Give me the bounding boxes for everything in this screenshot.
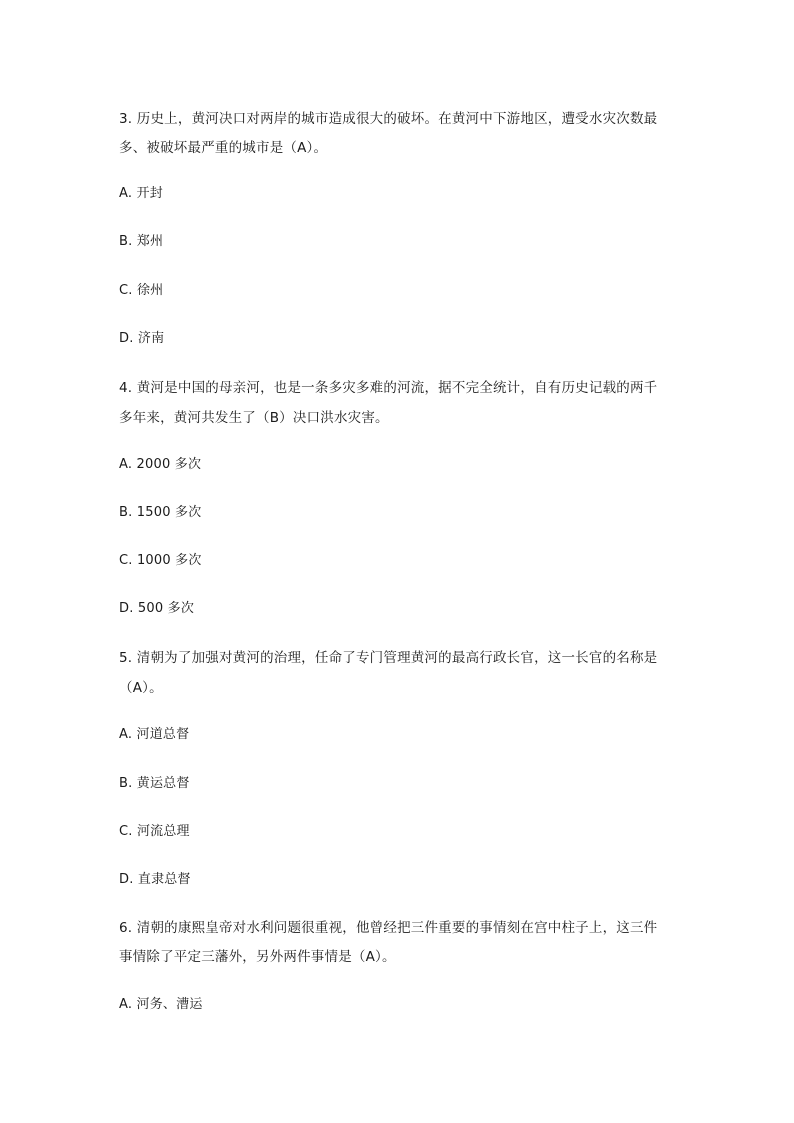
question-4-option-c: C. 1000 多次 bbox=[119, 553, 202, 568]
question-5-option-a: A. 河道总督 bbox=[119, 727, 190, 742]
question-6-option-a: A. 河务、漕运 bbox=[119, 997, 203, 1012]
question-3-option-a: A. 开封 bbox=[119, 186, 163, 201]
question-4-option-a: A. 2000 多次 bbox=[119, 457, 202, 472]
question-5-stem-line-1: 5. 清朝为了加强对黄河的治理，任命了专门管理黄河的最高行政长官，这一长官的名称是 bbox=[119, 650, 658, 666]
question-3-option-d: D. 济南 bbox=[119, 331, 165, 346]
question-4-option-b: B. 1500 多次 bbox=[119, 505, 202, 520]
question-5-stem-line-2: （A）。 bbox=[119, 680, 163, 696]
question-3-option-c: C. 徐州 bbox=[119, 283, 164, 298]
question-4-stem-line-1: 4. 黄河是中国的母亲河，也是一条多灾多难的河流，据不完全统计，自有历史记载的两千 bbox=[119, 380, 658, 396]
question-3-option-b: B. 郑州 bbox=[119, 234, 164, 249]
question-5-option-d: D. 直隶总督 bbox=[119, 872, 191, 887]
question-3-stem-line-2: 多、被破坏最严重的城市是（A）。 bbox=[119, 140, 328, 156]
question-6-stem-line-1: 6. 清朝的康熙皇帝对水利问题很重视，他曾经把三件重要的事情刻在宫中柱子上，这三件 bbox=[119, 920, 658, 936]
question-5-option-c: C. 河流总理 bbox=[119, 824, 190, 839]
question-4-option-d: D. 500 多次 bbox=[119, 601, 195, 616]
question-3-stem-line-1: 3. 历史上，黄河决口对两岸的城市造成很大的破坏。在黄河中下游地区，遭受水灾次数最 bbox=[119, 111, 658, 127]
question-5-option-b: B. 黄运总督 bbox=[119, 776, 190, 791]
question-4-stem-line-2: 多年来，黄河共发生了（B）决口洪水灾害。 bbox=[119, 410, 389, 426]
question-6-stem-line-2: 事情除了平定三藩外，另外两件事情是（A）。 bbox=[119, 949, 396, 965]
